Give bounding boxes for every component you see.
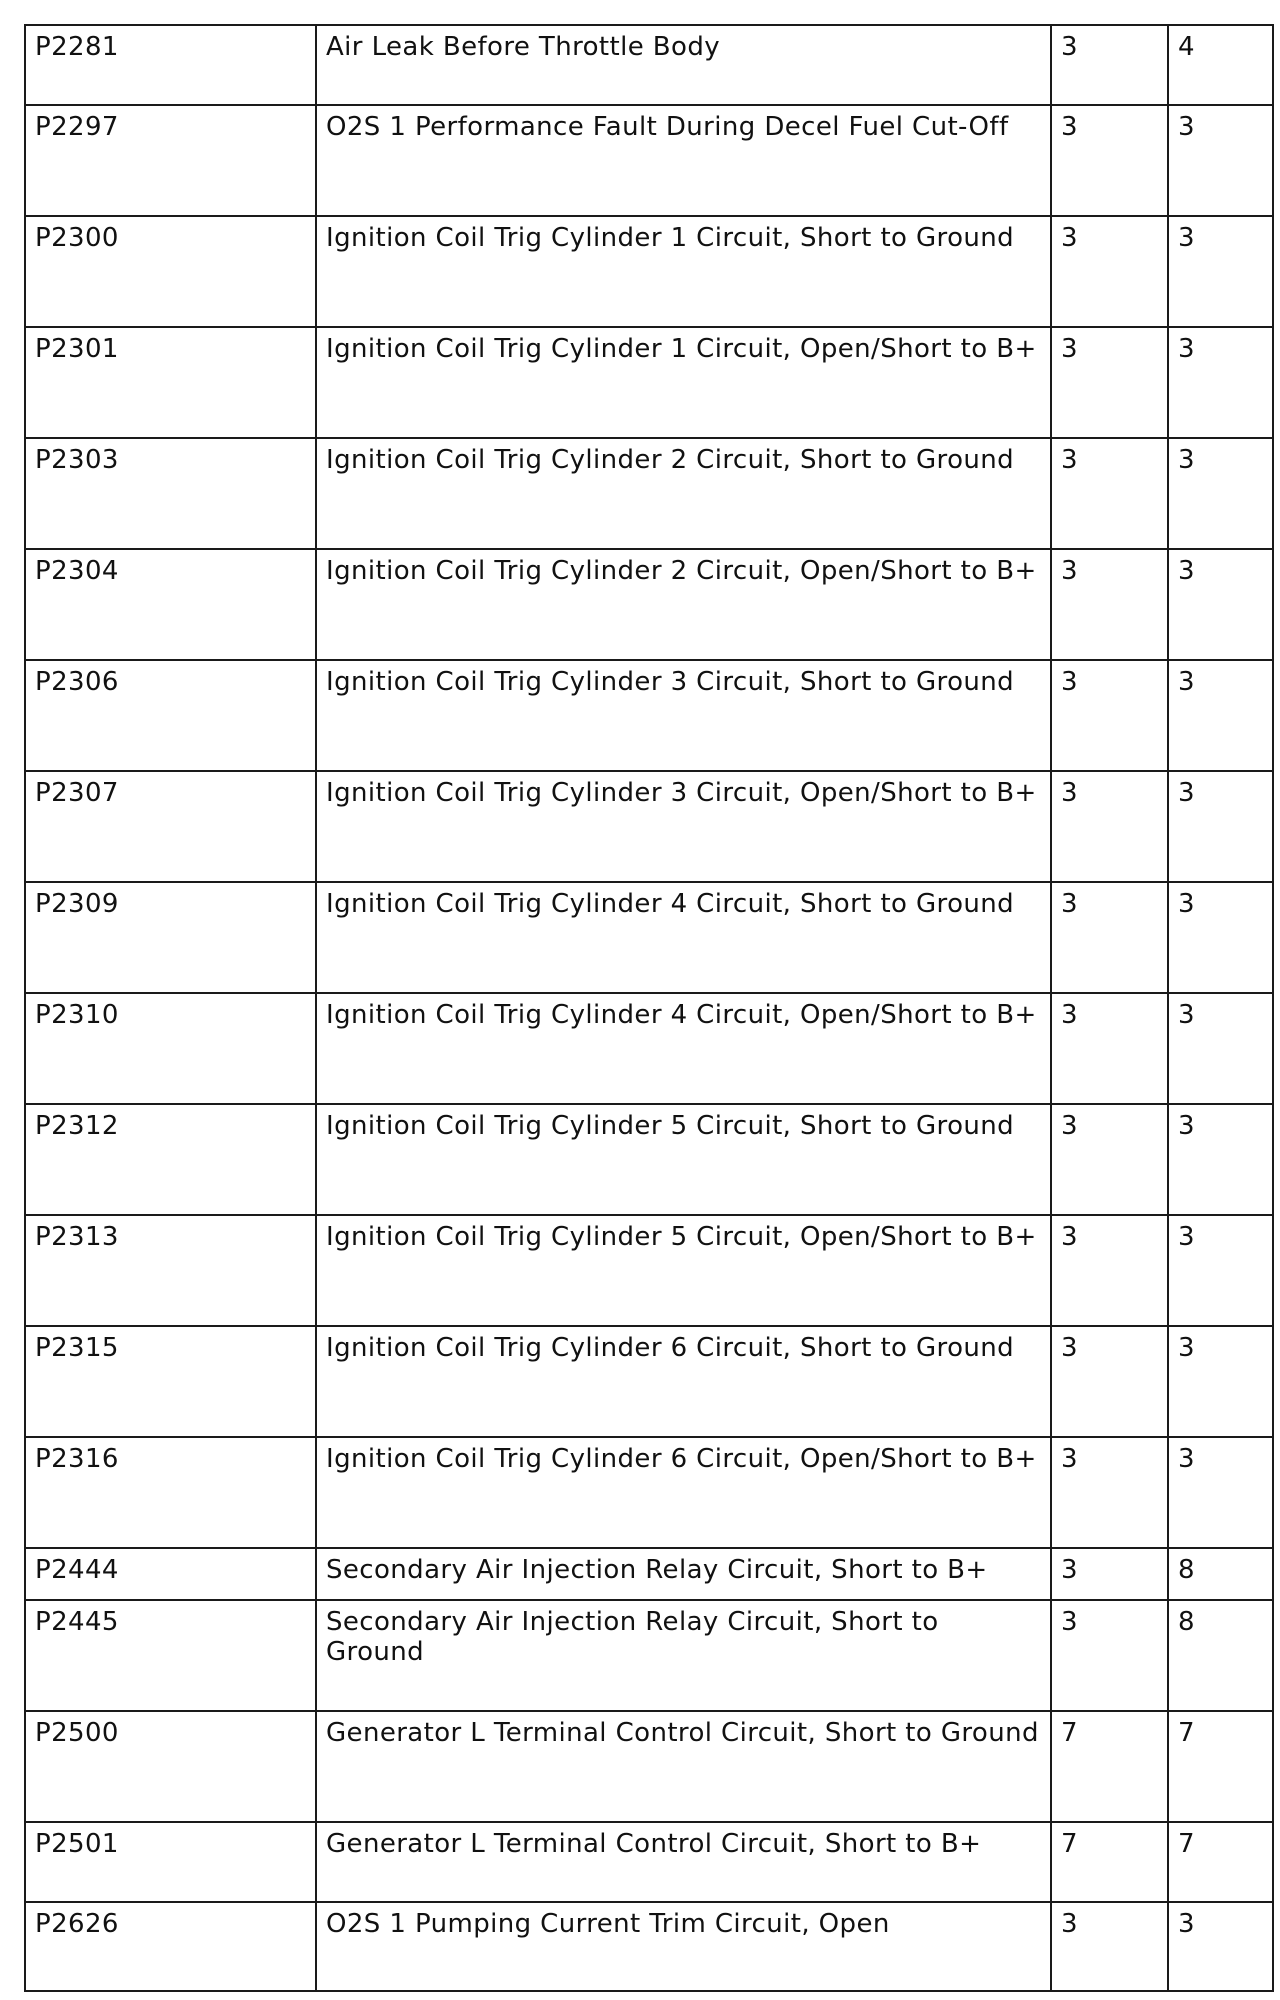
value-cell-col3: 3 — [1051, 771, 1168, 882]
value-cell-col3: 3 — [1051, 660, 1168, 771]
value-cell-col3: 3 — [1051, 882, 1168, 993]
dtc-code-cell: P2626 — [25, 1902, 316, 1991]
table-row — [25, 1437, 1273, 1548]
dtc-code-cell: P2307 — [25, 771, 316, 882]
value-cell-col3: 3 — [1051, 327, 1168, 438]
value-cell-col3: 3 — [1051, 1600, 1168, 1711]
dtc-description-cell: Air Leak Before Throttle Body — [316, 25, 1051, 105]
value-cell-col4: 3 — [1168, 1902, 1273, 1991]
dtc-description-cell: Generator L Terminal Control Circuit, Short to B+ — [316, 1822, 1051, 1902]
table-row — [25, 882, 1273, 993]
table-row — [25, 1822, 1273, 1902]
dtc-code-cell: P2501 — [25, 1822, 316, 1902]
value-cell-col4: 3 — [1168, 660, 1273, 771]
value-cell-col4: 8 — [1168, 1548, 1273, 1600]
table-row — [25, 216, 1273, 327]
dtc-code-cell: P2313 — [25, 1215, 316, 1326]
value-cell-col3: 3 — [1051, 549, 1168, 660]
value-cell-col3: 3 — [1051, 993, 1168, 1104]
value-cell-col4: 3 — [1168, 216, 1273, 327]
dtc-code-cell: P2304 — [25, 549, 316, 660]
dtc-description-cell: Ignition Coil Trig Cylinder 3 Circuit, Short to Ground — [316, 660, 1051, 771]
value-cell-col3: 7 — [1051, 1711, 1168, 1822]
dtc-description-cell: Ignition Coil Trig Cylinder 6 Circuit, Short to Ground — [316, 1326, 1051, 1437]
table-row — [25, 1215, 1273, 1326]
value-cell-col3: 3 — [1051, 216, 1168, 327]
dtc-description-cell: Secondary Air Injection Relay Circuit, Short to Ground — [316, 1600, 1051, 1711]
dtc-description-cell: Ignition Coil Trig Cylinder 4 Circuit, Short to Ground — [316, 882, 1051, 993]
dtc-description-cell: Generator L Terminal Control Circuit, Short to Ground — [316, 1711, 1051, 1822]
table-row — [25, 1711, 1273, 1822]
value-cell-col4: 3 — [1168, 549, 1273, 660]
table-row — [25, 327, 1273, 438]
dtc-description-cell: Ignition Coil Trig Cylinder 2 Circuit, Open/Short to B+ — [316, 549, 1051, 660]
dtc-description-cell: Ignition Coil Trig Cylinder 5 Circuit, Short to Ground — [316, 1104, 1051, 1215]
value-cell-col4: 3 — [1168, 993, 1273, 1104]
dtc-code-cell: P2300 — [25, 216, 316, 327]
value-cell-col4: 4 — [1168, 25, 1273, 105]
dtc-description-cell: Ignition Coil Trig Cylinder 5 Circuit, Open/Short to B+ — [316, 1215, 1051, 1326]
dtc-code-cell: P2310 — [25, 993, 316, 1104]
dtc-description-cell: O2S 1 Pumping Current Trim Circuit, Open — [316, 1902, 1051, 1991]
dtc-code-cell: P2301 — [25, 327, 316, 438]
table-row — [25, 105, 1273, 216]
dtc-code-cell: P2297 — [25, 105, 316, 216]
dtc-code-cell: P2315 — [25, 1326, 316, 1437]
dtc-code-cell: P2444 — [25, 1548, 316, 1600]
value-cell-col3: 3 — [1051, 1902, 1168, 1991]
dtc-code-cell: P2445 — [25, 1600, 316, 1711]
value-cell-col3: 3 — [1051, 1437, 1168, 1548]
dtc-code-cell: P2281 — [25, 25, 316, 105]
value-cell-col3: 3 — [1051, 1215, 1168, 1326]
table-row — [25, 1548, 1273, 1600]
dtc-code-cell: P2303 — [25, 438, 316, 549]
dtc-description-cell: Ignition Coil Trig Cylinder 1 Circuit, Short to Ground — [316, 216, 1051, 327]
value-cell-col4: 3 — [1168, 1215, 1273, 1326]
dtc-code-cell: P2306 — [25, 660, 316, 771]
table-row — [25, 993, 1273, 1104]
value-cell-col4: 3 — [1168, 771, 1273, 882]
dtc-description-cell: Ignition Coil Trig Cylinder 2 Circuit, Short to Ground — [316, 438, 1051, 549]
value-cell-col4: 3 — [1168, 1437, 1273, 1548]
value-cell-col4: 3 — [1168, 882, 1273, 993]
dtc-description-cell: Ignition Coil Trig Cylinder 4 Circuit, Open/Short to B+ — [316, 993, 1051, 1104]
value-cell-col4: 3 — [1168, 1104, 1273, 1215]
table-row — [25, 549, 1273, 660]
dtc-table — [24, 24, 1274, 1992]
value-cell-col4: 3 — [1168, 105, 1273, 216]
value-cell-col4: 7 — [1168, 1711, 1273, 1822]
value-cell-col3: 3 — [1051, 1548, 1168, 1600]
dtc-code-cell: P2312 — [25, 1104, 316, 1215]
table-row — [25, 1902, 1273, 1991]
dtc-description-cell: O2S 1 Performance Fault During Decel Fuel Cut-Off — [316, 105, 1051, 216]
value-cell-col4: 8 — [1168, 1600, 1273, 1711]
table-row — [25, 1104, 1273, 1215]
table-row — [25, 25, 1273, 105]
dtc-code-cell: P2309 — [25, 882, 316, 993]
value-cell-col4: 3 — [1168, 438, 1273, 549]
dtc-code-cell: P2316 — [25, 1437, 316, 1548]
value-cell-col4: 3 — [1168, 1326, 1273, 1437]
value-cell-col3: 3 — [1051, 105, 1168, 216]
value-cell-col4: 3 — [1168, 327, 1273, 438]
table-row — [25, 660, 1273, 771]
table-row — [25, 1600, 1273, 1711]
value-cell-col3: 7 — [1051, 1822, 1168, 1902]
dtc-description-cell: Ignition Coil Trig Cylinder 3 Circuit, Open/Short to B+ — [316, 771, 1051, 882]
dtc-description-cell: Secondary Air Injection Relay Circuit, Short to B+ — [316, 1548, 1051, 1600]
dtc-description-cell: Ignition Coil Trig Cylinder 1 Circuit, Open/Short to B+ — [316, 327, 1051, 438]
table-row — [25, 1326, 1273, 1437]
value-cell-col3: 3 — [1051, 1326, 1168, 1437]
table-row — [25, 771, 1273, 882]
value-cell-col3: 3 — [1051, 438, 1168, 549]
table-row — [25, 438, 1273, 549]
value-cell-col4: 7 — [1168, 1822, 1273, 1902]
value-cell-col3: 3 — [1051, 25, 1168, 105]
value-cell-col3: 3 — [1051, 1104, 1168, 1215]
dtc-description-cell: Ignition Coil Trig Cylinder 6 Circuit, Open/Short to B+ — [316, 1437, 1051, 1548]
dtc-table-body — [25, 25, 1273, 1991]
dtc-code-cell: P2500 — [25, 1711, 316, 1822]
